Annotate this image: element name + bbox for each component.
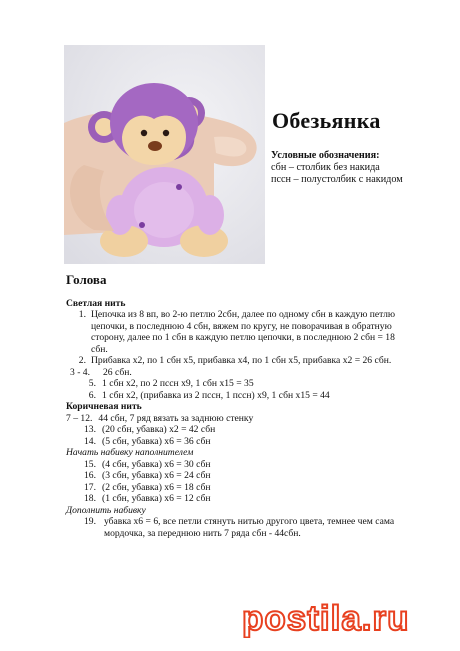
row-number: 7 – 12. bbox=[66, 412, 93, 424]
section-title: Голова bbox=[66, 272, 107, 287]
row-text: (20 сбн, убавка) х2 = 42 сбн bbox=[102, 424, 216, 435]
instruction-row bbox=[66, 436, 412, 448]
row-text: 44 сбн, 7 ряд вязать за заднюю стенку bbox=[98, 412, 254, 424]
instruction-row bbox=[66, 309, 412, 355]
row-number: 2. bbox=[78, 355, 86, 366]
row-text: Прибавка х2, по 1 сбн х5, прибавка х4, по 1 сбн х5, прибавка х2 = 26 сбн. bbox=[91, 355, 392, 366]
row-text: Цепочка из 8 вп, во 2-ю петлю 2сбн, далее по одному сбн в каждую петлю цепочки, в последнюю 4 сбн, вяжем по кругу, не поворачивая в обратную сторону, далее по 1 сбн в каждую петлю цепочки, в последнюю 2 сбн = 18 сбн. bbox=[91, 309, 396, 355]
instruction-row bbox=[66, 516, 412, 539]
instruction-row bbox=[66, 355, 412, 367]
note-start-stuffing: Начать набивку наполнителем bbox=[66, 447, 194, 458]
legend-item: пссн – полустолбик с накидом bbox=[271, 173, 403, 185]
watermark-text: postila.ru bbox=[242, 599, 410, 638]
row-number: 14. bbox=[84, 435, 96, 447]
row-number: 3 - 4. bbox=[70, 366, 90, 378]
instruction-row bbox=[66, 390, 412, 402]
note-add-stuffing: Дополнить набивку bbox=[66, 504, 146, 516]
instruction-row bbox=[66, 482, 412, 494]
subsection-brown-yarn: Коричневая нить bbox=[66, 401, 142, 412]
instruction-row bbox=[66, 459, 412, 471]
subsection-light-yarn: Светлая нить bbox=[66, 297, 126, 309]
row-number: 5. bbox=[88, 378, 96, 389]
row-text: убавка х6 = 6, все петли стянуть нитью другого цвета, темнее чем сама мордочка, за переднюю нить 7 ряда сбн - 44сбн. bbox=[104, 516, 395, 539]
instruction-row bbox=[66, 424, 412, 436]
row-number: 1. bbox=[78, 309, 86, 320]
legend bbox=[271, 150, 403, 185]
instructions bbox=[66, 274, 412, 539]
row-text: (5 сбн, убавка) х6 = 36 сбн bbox=[102, 435, 211, 447]
instruction-row bbox=[66, 470, 412, 482]
row-text: (1 сбн, убавка) х6 = 12 сбн bbox=[102, 493, 211, 504]
row-number: 16. bbox=[84, 470, 96, 481]
row-number: 18. bbox=[84, 493, 96, 504]
row-number: 6. bbox=[88, 389, 96, 401]
instruction-row bbox=[66, 367, 412, 379]
row-number: 13. bbox=[84, 424, 96, 435]
monkey-toy-illustration bbox=[64, 45, 265, 264]
postila-watermark-logo bbox=[240, 598, 445, 638]
row-number: 19. bbox=[84, 516, 96, 527]
row-text: (3 сбн, убавка) х6 = 24 сбн bbox=[102, 470, 211, 481]
row-text: (4 сбн, убавка) х6 = 30 сбн bbox=[102, 458, 211, 470]
instruction-row bbox=[66, 378, 412, 390]
row-number: 15. bbox=[84, 458, 96, 470]
row-text: 26 сбн. bbox=[103, 366, 132, 378]
row-text: (2 сбн, убавка) х6 = 18 сбн bbox=[102, 481, 211, 493]
instruction-row bbox=[66, 413, 412, 425]
monkey-toy-photo bbox=[64, 45, 265, 264]
watermark-logo-graphic bbox=[240, 598, 445, 638]
page-title: Обезьянка bbox=[272, 108, 381, 133]
row-text: 1 сбн х2, (прибавка из 2 пссн, 1 пссн) х9, 1 сбн х15 = 44 bbox=[102, 389, 330, 401]
row-number: 17. bbox=[84, 481, 96, 493]
instruction-row bbox=[66, 493, 412, 505]
legend-item: сбн – столбик без накида bbox=[271, 161, 380, 173]
row-text: 1 сбн х2, по 2 пссн х9, 1 сбн х15 = 35 bbox=[102, 378, 254, 389]
legend-title: Условные обозначения: bbox=[271, 150, 380, 161]
